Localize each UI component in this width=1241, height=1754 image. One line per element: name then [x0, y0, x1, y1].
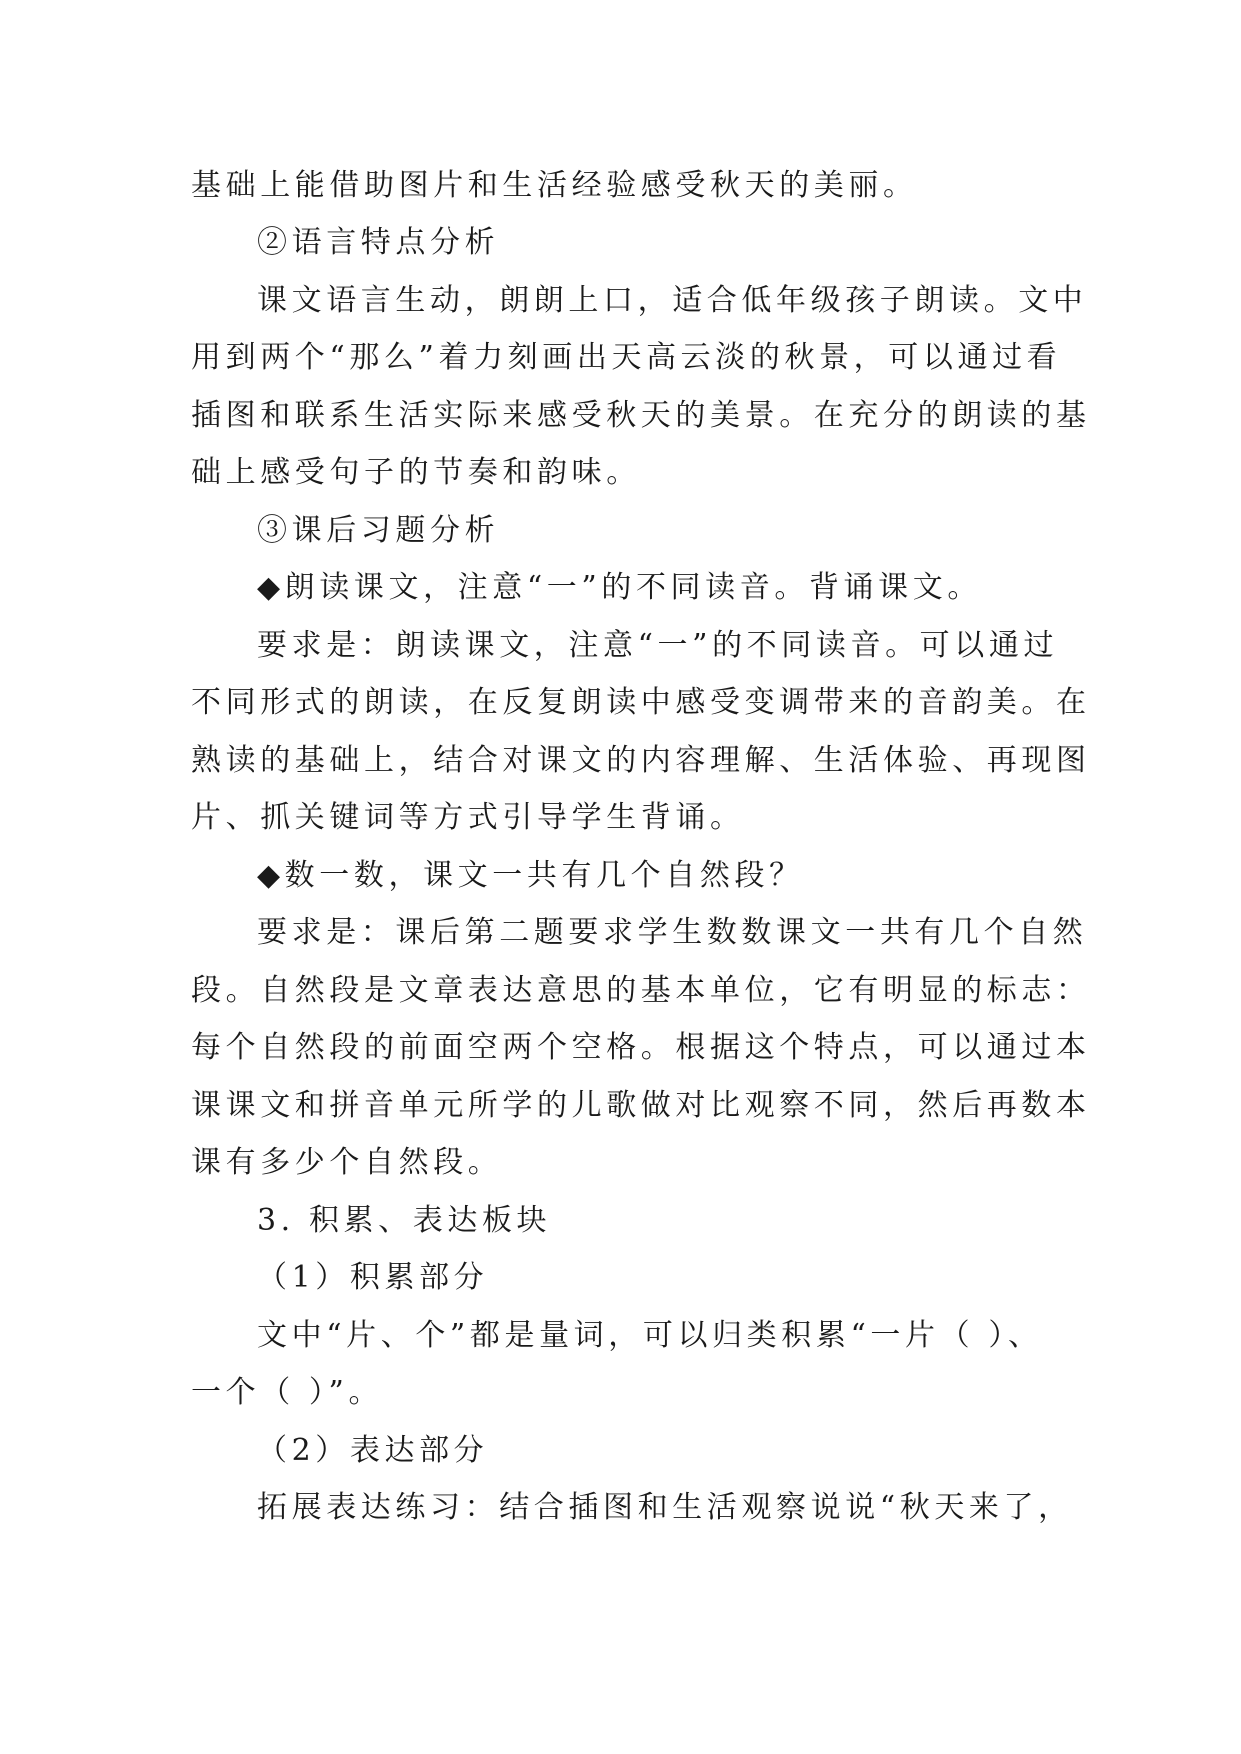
section-heading: 3. 积累、表达板块: [257, 1203, 552, 1238]
paragraph-first-line: 要求是：课后第二题要求学生数数课文一共有几个自然: [257, 915, 1088, 950]
body-text-line: 础上感受句子的节奏和韵味。: [191, 455, 641, 490]
subsection-heading: （1）积累部分: [257, 1260, 489, 1295]
body-text-line: 课课文和拼音单元所学的儿歌做对比观察不同，然后再数本: [191, 1088, 1091, 1123]
subsection-heading: （2）表达部分: [257, 1433, 489, 1468]
body-text-line: 课有多少个自然段。: [191, 1145, 503, 1180]
body-text-line: 每个自然段的前面空两个空格。根据这个特点，可以通过本: [191, 1030, 1091, 1065]
body-text-line: 不同形式的朗读，在反复朗读中感受变调带来的音韵美。在: [191, 685, 1091, 720]
body-text-line: 一个（ ）”。: [191, 1375, 384, 1410]
body-text-line: 基础上能借助图片和生活经验感受秋天的美丽。: [191, 168, 918, 203]
section-heading: ②语言特点分析: [257, 225, 500, 260]
paragraph-first-line: 拓展表达练习：结合插图和生活观察说说“秋天来了，: [257, 1490, 1073, 1525]
body-text-line: 段。自然段是文章表达意思的基本单位，它有明显的标志：: [191, 973, 1091, 1008]
paragraph-first-line: 文中“片、个”都是量词，可以归类积累“一片（ ）、: [257, 1318, 1043, 1353]
exercise-item: ◆数一数，课文一共有几个自然段？: [257, 858, 804, 893]
paragraph-first-line: 要求是：朗读课文，注意“一”的不同读音。可以通过: [257, 628, 1059, 663]
body-text-line: 熟读的基础上，结合对课文的内容理解、生活体验、再现图: [191, 743, 1091, 778]
body-text-line: 片、抓关键词等方式引导学生背诵。: [191, 800, 745, 835]
body-text-line: 用到两个“那么”着力刻画出天高云淡的秋景，可以通过看: [191, 340, 1062, 375]
body-text-line: 插图和联系生活实际来感受秋天的美景。在充分的朗读的基: [191, 398, 1091, 433]
section-heading: ③课后习题分析: [257, 513, 500, 548]
paragraph-first-line: 课文语言生动，朗朗上口，适合低年级孩子朗读。文中: [257, 283, 1088, 318]
exercise-item: ◆朗读课文，注意“一”的不同读音。背诵课文。: [257, 570, 982, 605]
